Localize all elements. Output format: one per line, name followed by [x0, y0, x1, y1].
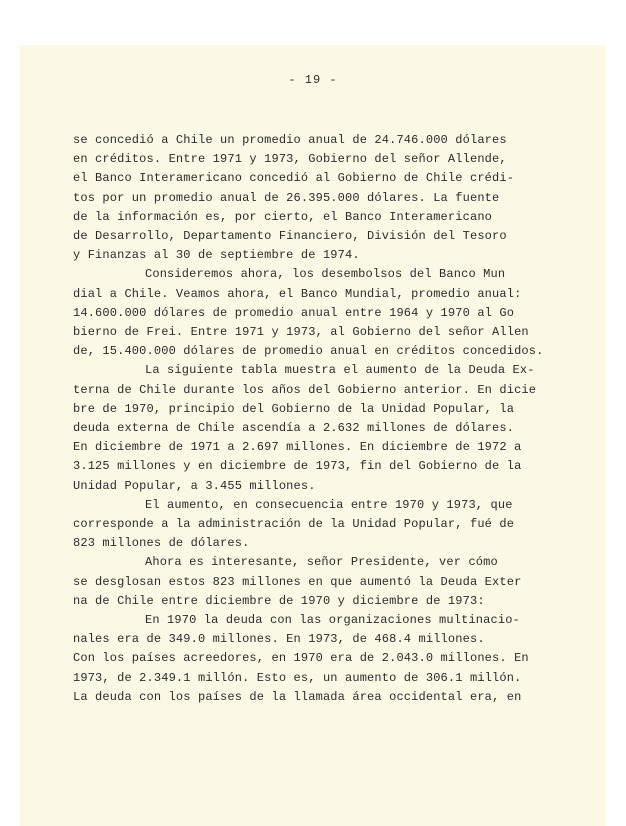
text-line: Con los países acreedores, en 1970 era de 2.043.0 millones. En [73, 651, 529, 666]
text-line: el Banco Interamericano concedió al Gobierno de Chile crédi- [73, 171, 515, 186]
text-line: de, 15.400.000 dólares de promedio anual en créditos concedidos. [73, 344, 544, 359]
text-line: de la información es, por cierto, el Banco Interamericano [73, 209, 493, 224]
text-line: se concedió a Chile un promedio anual de 24.746.000 dólares [73, 133, 507, 147]
text-line: deuda externa de Chile ascendía a 2.632 millones de dólares. [73, 421, 515, 435]
text-line: y Finanzas al 30 de septiembre de 1974. [73, 248, 360, 263]
text-line: 1973, de 2.349.1 millón. Esto es, un aumento de 306.1 millón. [73, 670, 522, 685]
text-line: bierno de Frei. Entre 1971 y 1973, al Gobierno del señor Allen [73, 325, 529, 339]
text-line: corresponde a la administración de la Unidad Popular, fué de [73, 517, 515, 531]
text-line: La siguiente tabla muestra el aumento de la Deuda Ex- [145, 363, 535, 378]
text-line: de Desarrollo, Departamento Financiero, División del Tesoro [73, 229, 507, 243]
document-page [20, 45, 606, 826]
text-line: dial a Chile. Veamos ahora, el Banco Mundial, promedio anual: [73, 286, 522, 301]
text-line: nales era de 349.0 millones. En 1973, de 468.4 millones. [73, 632, 485, 647]
text-line: na de Chile entre diciembre de 1970 y diciembre de 1973: [73, 593, 485, 608]
text-line: En diciembre de 1971 a 2.697 millones. En diciembre de 1972 a [73, 440, 522, 455]
text-line: La deuda con los países de la llamada área occidental era, en [73, 689, 522, 704]
text-line: Unidad Popular, a 3.455 millones. [73, 478, 316, 493]
text-line: bre de 1970, principio del Gobierno de la Unidad Popular, la [73, 401, 515, 416]
text-line: tos por un promedio anual de 26.395.000 dólares. La fuente [73, 190, 500, 205]
text-line: Consideremos ahora, los desembolsos del Banco Mun [145, 267, 506, 282]
text-line: En 1970 la deuda con las organizaciones multinacio- [145, 613, 520, 627]
text-line: El aumento, en consecuencia entre 1970 y 1973, que [145, 497, 513, 512]
text-line: terna de Chile durante los años del Gobierno anterior. En dicie [73, 382, 537, 397]
text-line: 3.125 millones y en diciembre de 1973, fin del Gobierno de la [73, 459, 522, 474]
text-line: se desglosan estos 823 millones en que aumentó la Deuda Exter [73, 574, 522, 589]
text-line: 14.600.000 dólares de promedio anual entre 1964 y 1970 al Go [73, 305, 515, 320]
text-line: 823 millones de dólares. [73, 536, 250, 551]
body-text [20, 45, 606, 826]
text-line: en créditos. Entre 1971 y 1973, Gobierno del señor Allende, [73, 152, 507, 167]
text-line: Ahora es interesante, señor Presidente, ver cómo [145, 555, 498, 570]
page-number: - 19 - [288, 73, 338, 87]
